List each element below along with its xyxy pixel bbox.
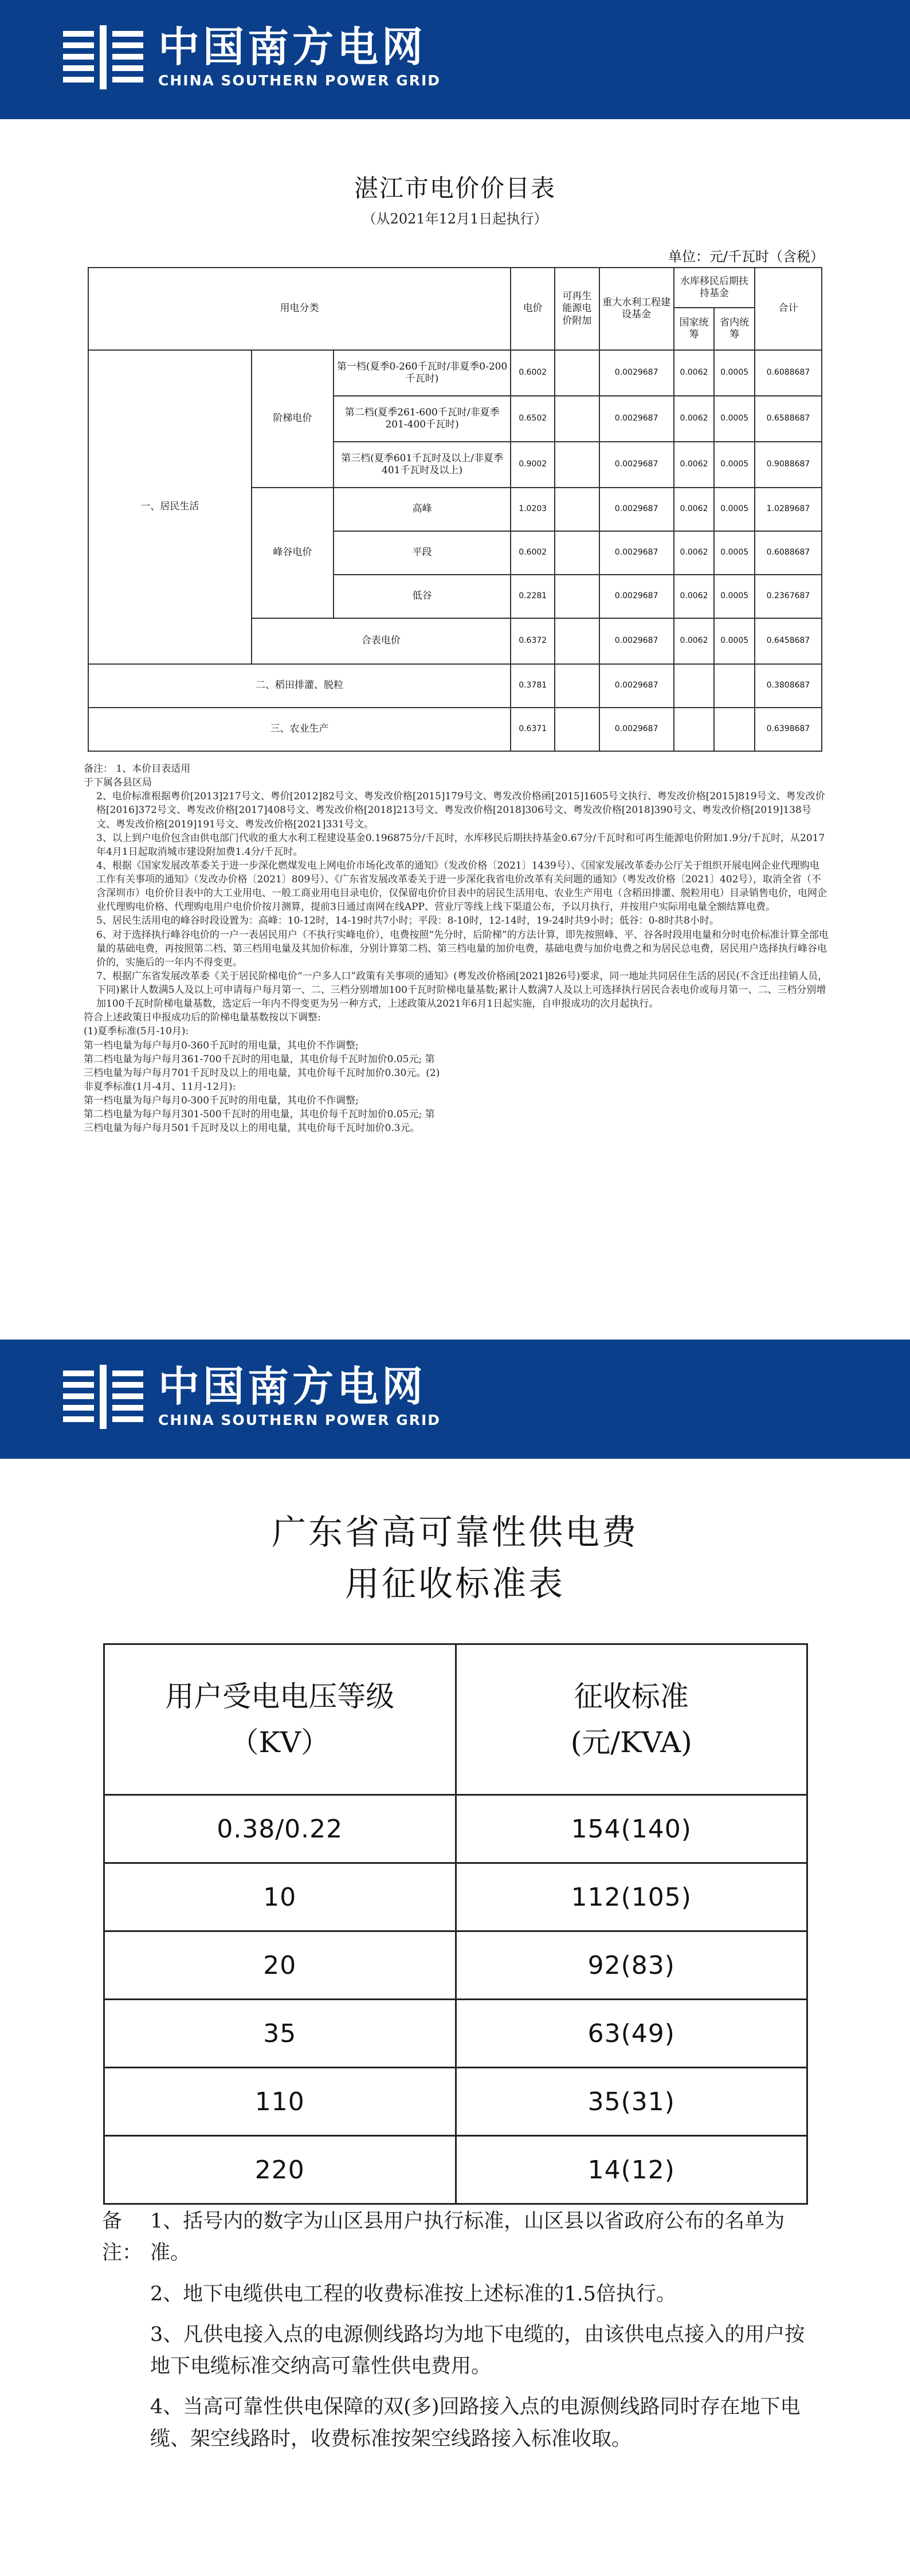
row-label: 第三档(夏季601千瓦时及以上/非夏季401千瓦时及以上)	[334, 442, 511, 488]
row-label: 高峰	[334, 488, 511, 531]
cell-hydro: 0.0029687	[599, 488, 674, 531]
cell-total: 0.6588687	[755, 396, 822, 442]
note-line: 第二档电量为每户每月361-700千瓦时的用电量，其电价每千瓦时加价0.05元; 第	[84, 1053, 435, 1065]
unit-label: 单位：元/千瓦时（含税）	[668, 249, 824, 265]
cell-fee: 154(140)	[456, 1795, 807, 1863]
fee-notes	[102, 2206, 813, 2464]
cell-voltage: 10	[104, 1863, 456, 1931]
table-row	[88, 664, 822, 708]
table-row	[104, 1795, 807, 1863]
note-item: 4、当高可靠性供电保障的双(多)回路接入点的电源侧线路同时存在地下电缆、架空线路时，收费标准按架空线路接入标准收取。	[150, 2396, 801, 2451]
table-row	[88, 708, 822, 751]
cell-total: 0.2367687	[755, 575, 822, 618]
table-row	[104, 1863, 807, 1931]
cell-provincial: 0.0005	[714, 396, 755, 442]
brand-name-en: CHINA SOUTHERN POWER GRID	[158, 72, 441, 89]
row-label: 合表电价	[252, 618, 511, 664]
cell-hydro: 0.0029687	[599, 531, 674, 575]
header-national: 国家统筹	[674, 308, 715, 350]
cell-fee: 14(12)	[456, 2136, 807, 2204]
cell-provincial: 0.0005	[714, 442, 755, 488]
cell-fee: 92(83)	[456, 1931, 807, 2000]
row-label: 低谷	[334, 575, 511, 618]
brand-logo	[63, 1362, 441, 1431]
brand-name-en: CHINA SOUTHERN POWER GRID	[158, 1411, 441, 1428]
cell-provincial	[714, 664, 755, 708]
page-title: 湛江市电价价目表	[354, 174, 556, 202]
cell-hydro: 0.0029687	[599, 708, 674, 751]
cell-national: 0.0062	[674, 442, 715, 488]
cell-voltage: 35	[104, 2000, 456, 2068]
cell-provincial	[714, 708, 755, 751]
cell-hydro: 0.0029687	[599, 396, 674, 442]
header-fee-line2: (元/KVA)	[570, 1726, 692, 1759]
cell-price: 0.6002	[511, 350, 555, 396]
cell-total: 0.6088687	[755, 531, 822, 575]
note-line: 7、根据广东省发展改革委《关于居民阶梯电价“一户多人口”政策有关事项的通知》(粤发改价格函[2021]826号)要求，同一地址共同居住生活的居民(不含迁出挂销人员，下同)累计人数满5人及以上可申请每户每月第一、二、三档分别增加100千瓦时阶梯电量基数;累计人数满7人及以上可选择执行居民合表电价或每月第一、二、三档分别增加100千瓦时阶梯电量基数，选定后一年内不得变更为另一种方式，上述政策从2021年6月1日起实施，自申报成功的次月起执行。	[96, 970, 828, 1010]
cell-national: 0.0062	[674, 575, 715, 618]
second-banner	[0, 1340, 910, 1459]
csg-logo-icon	[63, 23, 143, 92]
cell-national: 0.0062	[674, 350, 715, 396]
brand-name-cn: 中国南方电网	[158, 22, 427, 71]
cell-fee: 112(105)	[456, 1863, 807, 1931]
cell-provincial: 0.0005	[714, 488, 755, 531]
row-label: 三、农业生产	[88, 708, 511, 751]
cell-hydro: 0.0029687	[599, 350, 674, 396]
cell-price: 0.6371	[511, 708, 555, 751]
note-line: 符合上述政策日申报成功后的阶梯电量基数按以下调整:	[84, 1012, 321, 1024]
brand-logo	[63, 23, 441, 92]
header-renewable: 可再生能源电价附加	[555, 268, 599, 350]
cell-voltage: 220	[104, 2136, 456, 2204]
category-tiered: 阶梯电价	[252, 350, 334, 488]
header-fee	[456, 1644, 807, 1795]
category-residential: 一、居民生活	[88, 350, 252, 664]
row-label: 第一档(夏季0-260千瓦时/非夏季0-200千瓦时)	[334, 350, 511, 396]
note-line: 4、根据《国家发展改革委关于进一步深化燃煤发电上网电价市场化改革的通知》（发改价格〔2021〕1439号）、《国家发展改革委办公厅关于组织开展电网企业代理购电工作有关事项的通知》（发改办价格〔2021〕809号）、《广东省发展改革委关于进一步深化我省电价改革有关问题的通知》（粤发改价格〔2021〕402号），取消全省（不含深圳市）电价价目表中的大工业用电、一般工商业用电目录电价，仅保留电价价目表中的居民生活用电、农业生产用电（含稻田排灌、脱粒用电）目录销售电价，电网企业代理购电价格、代理购电用户电价价按月测算，提前3日通过南网在线APP、营业厅等线上线下渠道公布，予以月执行，并按用户实际用电量全额结算电费。	[96, 859, 827, 913]
header-category: 用电分类	[88, 268, 511, 350]
header-voltage-line1: 用户受电电压等级	[165, 1680, 395, 1713]
header-total: 合计	[755, 268, 822, 350]
cell-total: 0.6398687	[755, 708, 822, 751]
cell-voltage: 20	[104, 1931, 456, 2000]
note-line: 第一档电量为每户每月0-300千瓦时的用电量，其电价不作调整;	[84, 1095, 359, 1106]
cell-price: 0.6372	[511, 618, 555, 664]
cell-hydro: 0.0029687	[599, 664, 674, 708]
cell-hydro: 0.0029687	[599, 618, 674, 664]
table-row	[104, 1931, 807, 2000]
cell-total: 0.6458687	[755, 618, 822, 664]
cell-voltage: 110	[104, 2068, 456, 2136]
note-line: 于下属各县区局	[84, 777, 152, 789]
cell-national	[674, 708, 715, 751]
page-subtitle: （从2021年12月1日起执行）	[362, 211, 548, 227]
cell-price: 0.2281	[511, 575, 555, 618]
cell-provincial: 0.0005	[714, 350, 755, 396]
note-line: 3、以上到户电价包含由供电部门代收的重大水利工程建设基金0.196875分/千瓦时，水库移民后期扶持基金0.67分/千瓦时和可再生能源电价附加1.9分/千瓦时，从2017年4月1日起取消城市建设附加费1.4分/千瓦时。	[96, 832, 825, 858]
cell-provincial: 0.0005	[714, 618, 755, 664]
cell-national: 0.0062	[674, 618, 715, 664]
note-item: 2、地下电缆供电工程的收费标准按上述标准的1.5倍执行。	[150, 2282, 676, 2306]
fee-title-line1: 广东省高可靠性供电费	[272, 1513, 638, 1553]
notes-section	[84, 762, 829, 1135]
cell-fee: 63(49)	[456, 2000, 807, 2068]
cell-hydro: 0.0029687	[599, 575, 674, 618]
row-label: 平段	[334, 531, 511, 575]
note-line: 备注： 1、本价目表适用	[84, 763, 191, 775]
cell-fee: 35(31)	[456, 2068, 807, 2136]
row-label: 二、稻田排灌、脱粒	[88, 664, 511, 708]
note-line: 三档电量为每户每月501千瓦时及以上的用电量，其电价每千瓦时加价0.3元。	[84, 1122, 420, 1134]
note-line: 第一档电量为每户每月0-360千瓦时的用电量，其电价不作调整;	[84, 1039, 359, 1051]
fee-table	[103, 1643, 808, 2205]
table-row	[104, 2136, 807, 2204]
note-line: 6、对于选择执行峰谷电价的一户一表居民用户（不执行实峰电价），电费按照“先分时，后阶梯”的方法计算，即先按照峰、平、谷各时段用电量和分时电价标准计算全部电量的基础电费，再按照第二档、第三档用电量及其加价标准，分别计算第二档、第三档电量的加价电费，基础电费与加价电费之和为居民总电费，居民用户选择执行峰谷电价的，实施后的一年内不得变更。	[96, 929, 829, 968]
note-line: 2、电价标准根据粤价[2013]217号文、粤价[2012]82号文、粤发改价格[2015]179号文、粤发改价格函[2015]1605号文执行、粤发改价格[2015]819号文、粤发改价格[2016]372号文、粤发改价格[2017]408号文、粤发改价格[2018]213号文、粤发改价格[2018]306号文、粤发改价格[2018]390号文、粤发改价格[2019]138号文、粤发改价格[2019]191号文、粤发改价格[2021]331号文。	[96, 791, 825, 830]
note-item: 3、凡供电接入点的电源侧线路均为地下电缆的，由该供电点接入的用户按地下电缆标准交纳高可靠性供电费用。	[150, 2323, 805, 2378]
fee-table-title	[0, 1507, 910, 1610]
note-line: 非夏季标准(1月-4月、11月-12月):	[84, 1081, 236, 1093]
cell-total: 0.6088687	[755, 350, 822, 396]
cell-total: 1.0289687	[755, 488, 822, 531]
header-price: 电价	[511, 268, 555, 350]
cell-voltage: 0.38/0.22	[104, 1795, 456, 1863]
cell-total: 0.9088687	[755, 442, 822, 488]
cell-provincial: 0.0005	[714, 575, 755, 618]
header-reservoir-fund: 水库移民后期扶持基金	[674, 268, 755, 308]
table-row	[88, 350, 822, 396]
header-voltage	[104, 1644, 456, 1795]
header-fee-line1: 征收标准	[574, 1680, 689, 1713]
table-row	[104, 2000, 807, 2068]
fee-title-line2: 用征收标准表	[345, 1564, 565, 1604]
top-banner	[0, 0, 910, 119]
cell-national: 0.0062	[674, 396, 715, 442]
category-peak-valley: 峰谷电价	[252, 488, 334, 618]
cell-national	[674, 664, 715, 708]
csg-logo-icon	[63, 1362, 143, 1431]
header-provincial: 省内统筹	[714, 308, 755, 350]
row-label: 第二档(夏季261-600千瓦时/非夏季201-400千瓦时)	[334, 396, 511, 442]
cell-total: 0.3808687	[755, 664, 822, 708]
price-table	[88, 267, 822, 752]
header-voltage-line2: （KV）	[230, 1726, 330, 1759]
notes-label: 备注：	[102, 2210, 143, 2265]
cell-hydro: 0.0029687	[599, 442, 674, 488]
cell-provincial: 0.0005	[714, 531, 755, 575]
cell-price: 0.9002	[511, 442, 555, 488]
note-line: (1)夏季标准(5月-10月):	[84, 1026, 189, 1038]
cell-price: 0.6002	[511, 531, 555, 575]
header-hydro-fund: 重大水利工程建设基金	[599, 268, 674, 350]
table-row	[104, 2068, 807, 2136]
cell-price: 0.6502	[511, 396, 555, 442]
note-line: 5、居民生活用电的峰谷时段设置为：高峰：10-12时，14-19时共7小时；平段：8-10时，12-14时，19-24时共9小时；低谷：0-8时共8小时。	[96, 915, 719, 927]
cell-price: 0.3781	[511, 664, 555, 708]
note-item: 1、括号内的数字为山区县用户执行标准，山区县以省政府公布的名单为准。	[150, 2210, 785, 2265]
brand-name-cn: 中国南方电网	[158, 1362, 427, 1411]
cell-national: 0.0062	[674, 531, 715, 575]
cell-price: 1.0203	[511, 488, 555, 531]
note-line: 第二档电量为每户每月301-500千瓦时的用电量，其电价每千瓦时加价0.05元; 第	[84, 1109, 435, 1121]
note-line: 三档电量为每户每月701千瓦时及以上的用电量，其电价每千瓦时加价0.30元。(2)	[84, 1067, 440, 1079]
cell-national: 0.0062	[674, 488, 715, 531]
